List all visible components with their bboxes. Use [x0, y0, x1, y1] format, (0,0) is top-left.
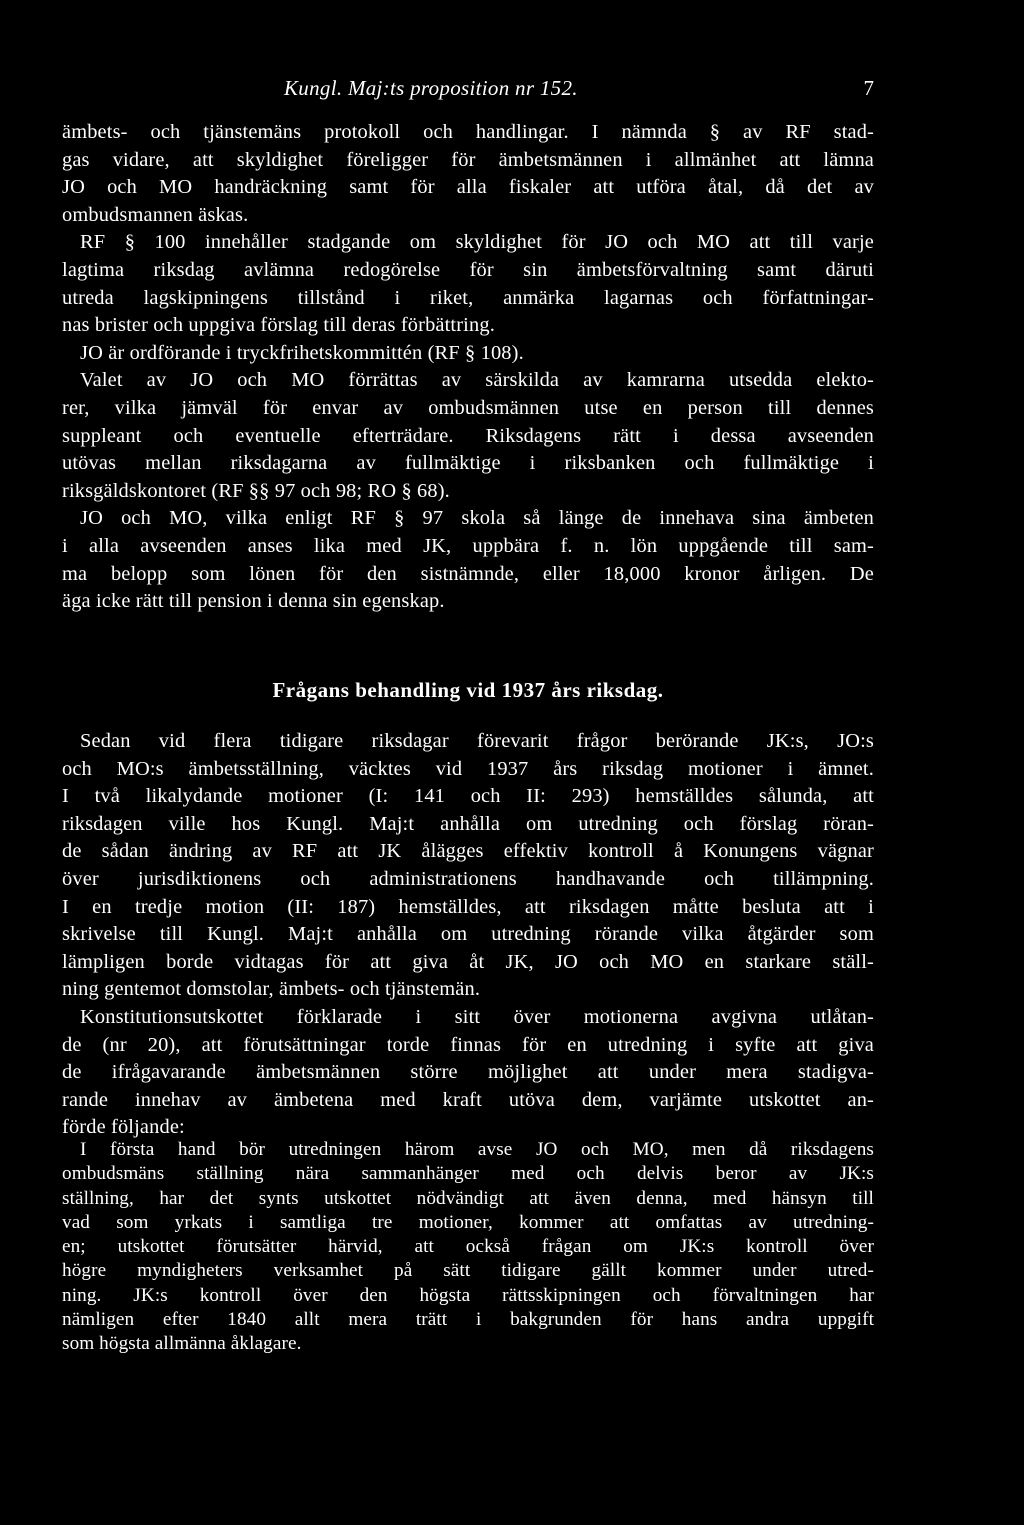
text-line: riksgäldskontoret (RF §§ 97 och 98; RO § 68). [62, 479, 450, 502]
text-line: gas vidare, att skyldighet föreligger för ämbetsmännen i allmänhet att lämna [62, 148, 874, 171]
running-head [62, 76, 874, 104]
section-2-body [62, 728, 874, 1142]
document-page [62, 0, 874, 1525]
text-line: en; utskottet förutsätter härvid, att också frågan om JK:s kontroll över [62, 1236, 874, 1258]
text-line: ställning, har det synts utskottet nödvändigt att även denna, med hänsyn till [62, 1187, 874, 1209]
text-line: skrivelse till Kungl. Maj:t anhålla om utredning rörande vilka åtgärder som [62, 923, 874, 946]
text-line: högre myndigheters verksamhet på sätt tidigare gällt kommer under utred- [62, 1260, 874, 1282]
text-line: rer, vilka jämväl för envar av ombudsmännen utse en person till dennes [62, 396, 874, 419]
text-line: JO och MO, vilka enligt RF § 97 skola så länge de innehava sina ämbeten [80, 507, 874, 530]
text-line: ämbets- och tjänstemäns protokoll och handlingar. I nämnda § av RF stad- [62, 121, 874, 143]
text-line: i alla avseenden anses lika med JK, uppbära f. n. lön uppgående till sam- [62, 534, 874, 557]
text-line: ning gentemot domstolar, ämbets- och tjänstemän. [62, 978, 481, 1001]
page-number: 7 [863, 76, 874, 100]
text-line: lämpligen borde vidtagas för att giva åt JK, JO och MO en starkare ställ- [62, 950, 874, 973]
text-line: förde följande: [62, 1116, 185, 1139]
text-line: som högsta allmänna åklagare. [62, 1333, 302, 1355]
text-line: ning. JK:s kontroll över den högsta rättsskipningen och förvaltningen har [62, 1284, 874, 1306]
text-line: Sedan vid flera tidigare riksdagar förevarit frågor berörande JK:s, JO:s [80, 730, 874, 752]
text-line: de sådan ändring av RF att JK ålägges effektiv kontroll å Konungens vägnar [62, 840, 874, 863]
text-line: nas brister och uppgiva förslag till deras förbättring. [62, 314, 495, 337]
text-line: utövas mellan riksdagarna av fullmäktige i riksbanken och fullmäktige i [62, 452, 874, 475]
text-line: över jurisdiktionens och administrationens handhavande och tillämpning. [62, 867, 874, 890]
text-line: riksdagen ville hos Kungl. Maj:t anhålla om utredning och förslag röran- [62, 812, 874, 835]
text-line: de (nr 20), att förutsättningar torde finnas för en utredning i syfte att giva [62, 1033, 874, 1056]
text-line: nämligen efter 1840 allt mera trätt i bakgrunden för hans andra uppgift [62, 1309, 874, 1331]
text-line: RF § 100 innehåller stadgande om skyldighet för JO och MO att till varje [80, 231, 874, 254]
text-line: I en tredje motion (II: 187) hemställdes, att riksdagen måtte besluta att i [62, 895, 874, 918]
text-line: ma belopp som lönen för den sistnämnde, eller 18,000 kronor årligen. De [62, 562, 874, 585]
text-line: ombudsmannen äskas. [62, 203, 249, 226]
section-1-body [62, 119, 874, 616]
text-line: vad som yrkats i samtliga tre motioner, kommer att omfattas av utredning- [62, 1211, 874, 1233]
text-line: rande innehav av ämbetena med kraft utöva dem, varjämte utskottet an- [62, 1088, 874, 1111]
text-line: ombudsmäns ställning nära sammanhänger med och delvis beror av JK:s [62, 1163, 874, 1185]
running-title: Kungl. Maj:ts proposition nr 152. [284, 76, 578, 100]
text-line: äga icke rätt till pension i denna sin egenskap. [62, 590, 445, 613]
text-line: och MO:s ämbetsställning, väcktes vid 1937 års riksdag motioner i ämnet. [62, 757, 874, 780]
text-line: Valet av JO och MO förrättas av särskilda av kamrarna utsedda elekto- [80, 369, 874, 392]
text-line: utreda lagskipningens tillstånd i riket, anmärka lagarnas och författningar- [62, 286, 874, 309]
text-line: suppleant och eventuelle efterträdare. Riksdagens rätt i dessa avseenden [62, 424, 874, 447]
text-line: I två likalydande motioner (I: 141 och II: 293) hemställdes sålunda, att [62, 785, 874, 808]
text-line: lagtima riksdag avlämna redogörelse för sin ämbetsförvaltning samt däruti [62, 258, 874, 281]
section-heading: Frågans behandling vid 1937 års riksdag. [272, 678, 664, 702]
text-line: JO och MO handräckning samt för alla fiskaler att utföra åtal, då det av [62, 176, 874, 199]
text-line: de ifrågavarande ämbetsmännen större möjlighet att under mera stadigva- [62, 1061, 874, 1084]
quoted-passage [62, 1138, 874, 1357]
text-line: Konstitutionsutskottet förklarade i sitt över motionerna avgivna utlåtan- [80, 1005, 874, 1028]
text-line: I första hand bör utredningen härom avse JO och MO, men då riksdagens [80, 1139, 874, 1160]
text-line: JO är ordförande i tryckfrihetskommittén (RF § 108). [80, 341, 524, 364]
